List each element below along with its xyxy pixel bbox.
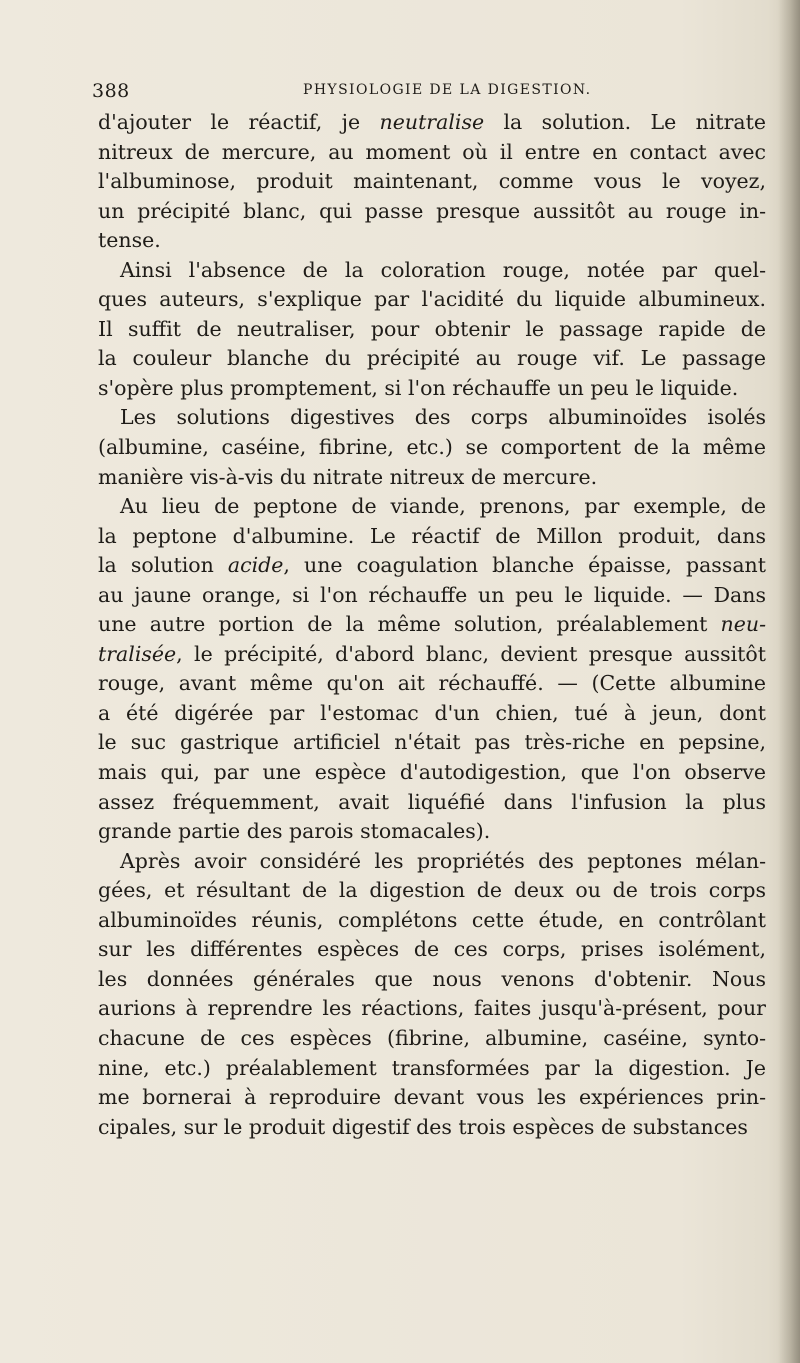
text-line (98, 965, 766, 995)
paragraph (98, 256, 766, 404)
text-line (98, 463, 766, 493)
text-segment: assez fréquemment, avait liquéfié dans l'infusion la plus (98, 789, 766, 814)
text-line (98, 788, 766, 818)
text-segment: , le précipité, d'abord blanc, devient presque aussitôt (176, 641, 766, 666)
text-segment: tense. (98, 228, 161, 253)
text-segment: manière vis-à-vis du nitrate nitreux de mercure. (98, 464, 598, 489)
text-line (98, 256, 766, 286)
text-line (98, 728, 766, 758)
body-text (98, 108, 766, 1142)
text-segment: les données générales que nous venons d'obtenir. Nous (98, 966, 766, 991)
text-line (98, 876, 766, 906)
italic-word: neu- (720, 612, 766, 637)
text-line (98, 817, 766, 847)
text-line (98, 138, 766, 168)
text-line (98, 551, 766, 581)
text-segment: un précipité blanc, qui passe presque aussitôt au rouge in- (98, 198, 766, 223)
text-line (98, 285, 766, 315)
text-segment: Ainsi l'absence de la coloration rouge, notée par quel- (120, 257, 766, 282)
text-segment: , une coagulation blanche épaisse, passant (283, 553, 766, 578)
text-line (98, 906, 766, 936)
italic-word: acide (227, 553, 284, 578)
text-segment: nine, etc.) préalablement transformées par la digestion. Je (98, 1055, 766, 1080)
text-line (98, 522, 766, 552)
text-segment: albuminoïdes réunis, complétons cette étude, en contrôlant (98, 907, 766, 932)
text-segment: mais qui, par une espèce d'autodigestion, que l'on observe (98, 760, 766, 785)
page-header (90, 78, 770, 104)
text-segment: gées, et résultant de la digestion de deux ou de trois corps (98, 878, 766, 903)
text-line (98, 433, 766, 463)
running-title: PHYSIOLOGIE DE LA DIGESTION. (303, 82, 592, 98)
text-segment: la solution. Le nitrate (484, 110, 766, 134)
text-line (98, 994, 766, 1024)
text-line (98, 492, 766, 522)
italic-word: tralisée (98, 641, 177, 666)
text-line (98, 935, 766, 965)
text-line (98, 669, 766, 699)
paragraph (98, 403, 766, 492)
text-line (98, 344, 766, 374)
paragraph (98, 492, 766, 847)
text-line (98, 1113, 766, 1143)
text-line (98, 847, 766, 877)
text-segment: grande partie des parois stomacales). (98, 819, 491, 844)
text-segment: (albumine, caséine, fibrine, etc.) se comportent de la même (98, 435, 766, 460)
text-line (98, 1083, 766, 1113)
text-line (98, 610, 766, 640)
text-segment: la couleur blanche du précipité au rouge vif. Le passage (98, 346, 766, 371)
text-segment: Au lieu de peptone de viande, prenons, par exemple, de (120, 494, 766, 519)
text-segment: cipales, sur le produit digestif des trois espèces de substances (98, 1114, 748, 1139)
paragraph (98, 847, 766, 1142)
paragraph (98, 108, 766, 256)
text-segment: Il suffit de neutraliser, pour obtenir le passage rapide de (98, 316, 766, 341)
text-segment: sur les différentes espèces de ces corps, prises isolément, (98, 937, 766, 962)
text-segment: l'albuminose, produit maintenant, comme vous le voyez, (98, 169, 766, 194)
text-segment: la solution (98, 553, 228, 578)
page-number: 388 (92, 80, 130, 102)
text-segment: nitreux de mercure, au moment où il entre en contact avec (98, 139, 766, 164)
text-segment: ques auteurs, s'explique par l'acidité du liquide albumineux. (98, 287, 766, 312)
text-line (98, 108, 766, 138)
italic-word: neutralise (379, 110, 485, 134)
text-line (98, 315, 766, 345)
text-line (98, 226, 766, 256)
text-line (98, 403, 766, 433)
text-segment: d'ajouter le réactif, je (98, 110, 380, 134)
text-segment: Les solutions digestives des corps albuminoïdes isolés (120, 405, 766, 430)
text-segment: une autre portion de la même solution, préalablement (98, 612, 721, 637)
text-segment: s'opère plus promptement, si l'on réchauffe un peu le liquide. (98, 375, 739, 400)
text-line (98, 581, 766, 611)
text-line (98, 640, 766, 670)
text-segment: a été digérée par l'estomac d'un chien, tué à jeun, dont (98, 700, 766, 725)
text-segment: le suc gastrique artificiel n'était pas très-riche en pepsine, (98, 730, 766, 755)
text-segment: aurions à reprendre les réactions, faites jusqu'à-présent, pour (98, 996, 766, 1021)
text-line (98, 374, 766, 404)
text-segment: au jaune orange, si l'on réchauffe un peu le liquide. — Dans (98, 582, 766, 607)
page-gutter-shadow (778, 0, 800, 1363)
text-line (98, 758, 766, 788)
text-segment: rouge, avant même qu'on ait réchauffé. — (Cette albumine (98, 671, 766, 696)
text-segment: la peptone d'albumine. Le réactif de Millon produit, dans (98, 523, 766, 548)
text-line (98, 197, 766, 227)
text-line (98, 1024, 766, 1054)
text-line (98, 167, 766, 197)
text-segment: me bornerai à reproduire devant vous les expériences prin- (98, 1085, 766, 1110)
text-line (98, 1054, 766, 1084)
text-segment: chacune de ces espèces (fibrine, albumine, caséine, synto- (98, 1025, 766, 1050)
text-segment: Après avoir considéré les propriétés des peptones mélan- (120, 848, 766, 873)
text-line (98, 699, 766, 729)
